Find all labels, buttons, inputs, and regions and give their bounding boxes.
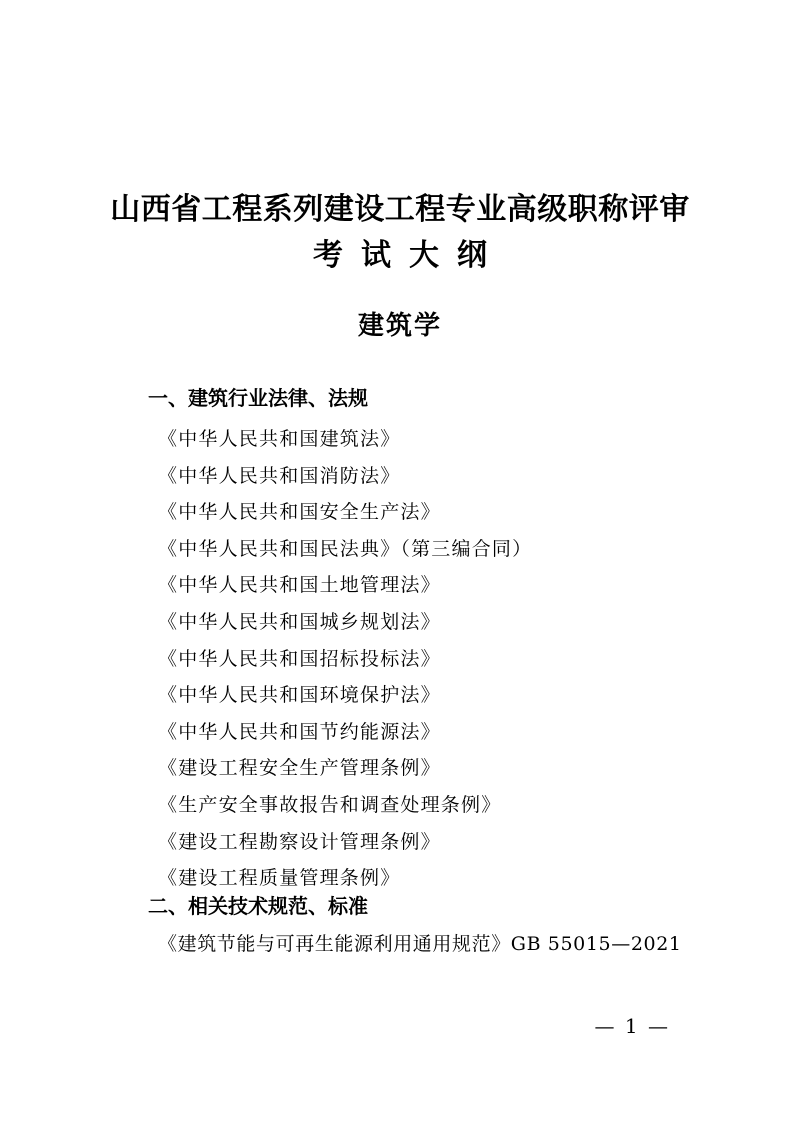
list-item: 《建设工程勘察设计管理条例》 xyxy=(158,830,441,853)
list-item: 《中华人民共和国建筑法》 xyxy=(158,428,401,450)
list-item: 《中华人民共和国环境保护法》 xyxy=(158,684,441,707)
list-item: 《生产安全事故报告和调查处理条例》 xyxy=(158,793,502,816)
subject-heading: 建筑学 xyxy=(357,311,442,341)
list-item: 《中华人民共和国安全生产法》 xyxy=(158,501,441,524)
list-item: 《建设工程质量管理条例》 xyxy=(158,867,401,890)
list-item: 《中华人民共和国消防法》 xyxy=(158,464,401,487)
section-heading-laws: 一、建筑行业法律、法规 xyxy=(148,386,368,410)
list-item: 《建筑节能与可再生能源利用通用规范》GB 55015—2021 xyxy=(158,933,682,955)
list-item: 《中华人民共和国城乡规划法》 xyxy=(158,610,441,633)
page-number: — 1 — xyxy=(594,1014,670,1038)
document-title: 山西省工程系列建设工程专业高级职称评审 xyxy=(110,192,690,227)
list-item: 《中华人民共和国节约能源法》 xyxy=(158,720,441,743)
document-subtitle: 考试大纲 xyxy=(313,238,505,273)
list-item: 《中华人民共和国土地管理法》 xyxy=(158,574,441,597)
list-item: 《中华人民共和国民法典》（第三编合同） xyxy=(158,537,533,560)
section-heading-standards: 二、相关技术规范、标准 xyxy=(148,894,368,918)
standards-list xyxy=(158,926,682,962)
laws-list xyxy=(158,421,532,897)
list-item: 《建设工程安全生产管理条例》 xyxy=(158,757,441,780)
list-item: 《中华人民共和国招标投标法》 xyxy=(158,647,441,670)
